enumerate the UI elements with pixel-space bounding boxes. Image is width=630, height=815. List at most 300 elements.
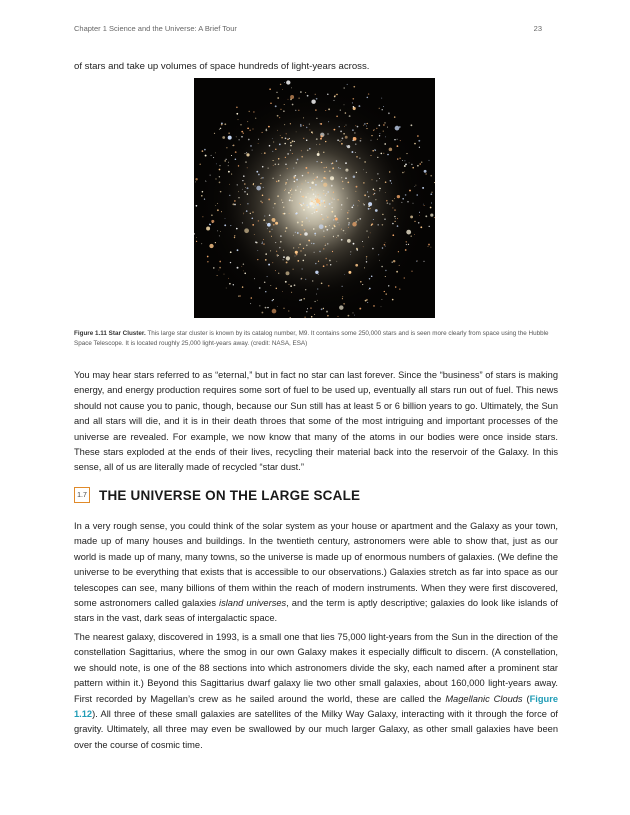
star-dot [277,195,279,197]
star-dot [295,256,296,257]
star-dot [384,122,385,123]
star-dot [354,315,355,316]
star-dot [237,249,239,251]
star-dot [368,208,370,210]
star-dot [348,271,351,274]
star-dot [345,136,348,139]
star-dot [416,185,417,186]
star-dot [281,199,282,200]
star-dot [224,123,226,125]
star-dot [278,273,279,274]
figure-caption [74,329,554,348]
star-dot [240,124,241,125]
star-dot [301,205,303,207]
star-dot [311,131,313,133]
star-dot [392,262,393,263]
star-dot [196,205,198,207]
star-dot [278,158,280,160]
star-dot [293,177,295,179]
star-dot [317,196,318,197]
star-dot [224,160,226,162]
star-dot [287,139,289,141]
star-dot [316,199,320,203]
star-dot [225,218,226,219]
star-dot [283,256,285,258]
star-dot [267,228,268,229]
star-dot [326,167,327,168]
star-dot [285,189,286,190]
star-dot [252,218,254,220]
star-dot [373,305,375,307]
section-number-badge: 1.7 [74,487,90,503]
star-dot [265,259,267,261]
star-dot [253,129,254,130]
star-dot [293,168,294,169]
star-dot [406,244,407,245]
star-dot [394,198,395,199]
star-dot [224,274,225,275]
star-dot [369,288,371,290]
star-dot [287,179,288,180]
star-dot [320,138,322,140]
star-dot [247,127,249,129]
star-dot [428,244,430,246]
star-dot [284,104,285,105]
star-dot [351,206,353,208]
star-dot [348,224,349,225]
star-dot [287,153,289,155]
star-dot [392,234,394,236]
star-dot [360,140,362,142]
star-dot [262,132,263,133]
star-dot [315,203,316,204]
star-dot [245,187,246,188]
star-dot [419,147,420,148]
star-dot [364,161,365,162]
star-dot [321,214,322,215]
star-dot [376,128,377,129]
star-dot [291,189,292,190]
star-dot [288,99,289,100]
star-dot [345,233,346,234]
star-dot [400,140,401,141]
star-dot [289,138,290,139]
star-dot [367,97,369,99]
star-dot [228,162,229,163]
star-dot [325,178,326,179]
star-dot [241,136,243,138]
star-dot [310,205,311,206]
star-dot [323,183,327,187]
star-dot [407,201,408,202]
star-dot [333,236,334,237]
star-dot [392,223,394,225]
star-dot [311,316,313,318]
star-dot [353,98,355,100]
star-dot [226,159,227,160]
star-dot [350,251,351,252]
star-dot [286,133,287,134]
star-dot [346,145,347,146]
star-dot [405,249,407,251]
star-dot [232,203,234,205]
star-dot [242,286,243,287]
star-dot [296,162,297,163]
star-dot [397,158,398,159]
star-dot [373,188,375,190]
star-dot [300,234,302,236]
star-dot [292,140,294,142]
star-dot [215,205,216,206]
star-dot [255,186,256,187]
star-dot [397,139,398,140]
star-dot [378,254,379,255]
star-dot [340,168,341,169]
star-dot [277,256,278,257]
star-dot [258,139,259,140]
star-dot [336,115,338,117]
star-dot [229,184,230,185]
star-dot [318,261,319,262]
star-dot [381,299,382,300]
star-dot [371,135,372,136]
star-dot [327,93,329,95]
star-dot [366,172,367,173]
star-dot [300,91,302,93]
star-dot [306,244,308,246]
star-dot [219,267,221,269]
star-dot [290,190,291,191]
star-dot [405,163,407,165]
star-dot [234,235,235,236]
star-dot [306,205,308,207]
star-dot [346,125,347,126]
emphasis-island-universes: island universes [219,598,287,609]
star-dot [202,216,203,217]
star-dot [368,93,369,94]
star-dot [283,250,284,251]
star-dot [313,173,314,174]
star-dot [342,181,343,182]
star-dot [377,157,378,158]
star-dot [280,235,282,237]
star-dot [367,191,368,192]
star-dot [305,92,306,93]
star-dot [202,191,204,193]
star-dot [265,253,267,255]
star-dot [304,232,308,236]
star-dot [379,108,380,109]
star-dot [347,212,349,214]
star-dot [257,250,258,251]
star-dot [286,271,290,275]
star-dot [367,302,368,303]
star-dot [283,207,284,208]
star-dot [298,222,299,223]
star-dot [291,200,292,201]
star-dot [370,233,371,234]
star-dot [328,121,329,122]
star-dot [302,175,303,176]
star-dot [238,119,239,120]
star-dot [265,307,267,309]
star-dot [252,224,254,226]
star-dot [339,225,340,226]
star-dot [311,182,314,185]
star-dot [195,178,197,180]
star-dot [318,274,319,275]
star-dot [325,244,326,245]
star-dot [392,200,393,201]
star-dot [363,125,364,126]
star-dot [342,286,343,287]
star-dot [305,167,307,169]
star-dot [283,110,285,112]
star-dot [323,200,324,201]
star-dot [308,193,309,194]
star-dot [344,126,345,127]
star-dot [421,161,423,163]
star-dot [234,204,236,206]
star-dot [307,150,309,152]
star-dot [377,173,378,174]
star-dot [354,132,355,133]
star-dot [370,208,371,209]
star-dot [231,174,232,175]
star-dot [356,172,357,173]
star-dot [249,130,250,131]
star-dot [341,209,342,210]
star-dot [414,143,416,145]
figure-1-12-link[interactable]: Figure 1.12 [74,693,558,720]
star-dot [247,194,248,195]
star-dot [423,204,424,205]
star-dot [404,277,406,279]
star-dot [381,306,382,307]
star-dot [300,124,301,125]
star-dot [291,194,292,195]
star-dot [275,270,276,271]
star-dot [348,222,350,224]
star-dot [262,177,263,178]
star-dot [231,155,232,156]
star-dot [321,181,322,182]
star-dot [278,255,279,256]
star-dot [267,276,268,277]
star-dot [419,215,420,216]
star-dot [337,235,339,237]
star-dot [362,284,363,285]
star-dot [328,108,330,110]
star-dot [334,226,336,228]
star-dot [383,131,384,132]
star-dot [401,202,402,203]
star-dot [239,139,240,140]
star-dot [243,271,244,272]
star-dot [387,154,389,156]
star-dot [253,183,254,184]
star-dot [372,179,373,180]
star-dot [294,284,296,286]
star-dot [314,314,315,315]
star-dot [325,245,326,246]
star-dot [251,297,253,299]
star-dot [363,182,364,183]
star-dot [329,203,331,205]
star-dot [269,88,271,90]
paragraph-text: The nearest galaxy, discovered in 1993, is a small one that lies 75,000 light-years from the Sun in the direction of the constellation Sagittarius, where the smog in our own Galaxy makes it especially difficult to discern. (A constellation, we should note, is one of the 88 sections into which astronomers divide the sky, each named after a prominent star pattern within it.) Beyond this Sagittarius dwarf galaxy lie two other small galaxies, about 160,000 light-years away. First recorded by Magellan’s crew as he sailed around the world, these are called the [74,632,558,704]
star-dot [280,109,281,110]
star-dot [248,139,250,141]
star-dot [332,228,334,230]
star-dot [229,195,230,196]
star-dot [359,218,361,220]
star-dot [366,230,367,231]
star-dot [286,80,290,84]
star-dot [355,125,356,126]
star-dot [347,239,351,243]
star-dot [316,144,317,145]
star-dot [282,202,283,203]
star-dot [315,301,316,302]
star-dot [267,307,268,308]
star-dot [311,201,313,203]
star-dot [377,139,378,140]
star-dot [397,145,399,147]
star-dot [304,316,305,317]
star-dot [284,213,286,215]
star-dot [244,273,246,275]
star-dot [217,231,218,232]
star-dot [300,125,301,126]
star-dot [358,105,360,107]
star-dot [384,244,386,246]
star-dot [374,149,375,150]
star-dot [317,288,318,289]
star-dot [295,175,297,177]
star-dot [326,193,327,194]
star-dot [255,118,256,119]
star-dot [236,136,237,137]
star-dot [385,246,386,247]
star-dot [219,182,221,184]
star-dot [394,216,395,217]
star-cluster-photo [194,78,435,318]
star-dot [363,203,364,204]
star-dot [394,139,395,140]
star-dot [383,153,384,154]
star-dot [209,224,210,225]
star-dot [331,202,332,203]
star-dot [300,191,301,192]
star-dot [247,167,248,168]
star-dot [326,229,328,231]
star-dot [411,164,413,166]
star-dot [270,250,271,251]
star-dot [380,153,382,155]
star-dot [311,243,312,244]
star-dot [266,223,267,224]
star-dot [305,254,306,255]
star-dot [314,202,315,203]
star-dot [269,145,271,147]
star-dot [321,308,323,310]
star-dot [385,137,386,138]
star-dot [303,260,305,262]
star-dot [384,291,385,292]
star-dot [321,162,322,163]
star-dot [268,168,269,169]
star-dot [220,231,221,232]
star-dot [247,187,249,189]
star-dot [397,195,400,198]
star-dot [419,163,421,165]
star-dot [291,292,292,293]
star-dot [252,211,253,212]
star-dot [285,182,287,184]
star-dot [295,182,296,183]
star-dot [264,152,266,154]
star-dot [300,250,301,251]
star-dot [234,200,235,201]
star-dot [305,279,306,280]
star-dot [306,217,308,219]
star-dot [341,177,342,178]
star-dot [375,199,376,200]
star-dot [211,214,213,216]
star-dot [205,155,207,157]
star-dot [320,135,322,137]
star-dot [226,147,227,148]
star-dot [254,278,255,279]
star-dot [347,84,348,85]
star-dot [302,269,303,270]
star-dot [371,140,372,141]
star-dot [262,242,263,243]
star-dot [327,315,329,317]
star-dot [298,110,299,111]
star-dot [356,156,357,157]
star-dot [301,196,302,197]
star-dot [263,243,265,245]
star-dot [240,204,241,205]
star-dot [341,229,342,230]
star-dot [375,209,378,212]
star-dot [296,254,298,256]
star-dot [405,194,407,196]
star-dot [402,198,404,200]
star-dot [302,196,304,198]
star-dot [306,311,307,312]
star-dot [371,224,373,226]
star-dot [303,248,304,249]
star-dot [326,207,327,208]
star-dot [323,190,324,191]
star-dot [337,316,338,317]
star-dot [319,197,321,199]
star-dot [322,218,323,219]
star-dot [366,261,367,262]
star-dot [424,170,427,173]
star-dot [392,299,394,301]
star-dot [273,299,274,300]
star-dot [379,178,380,179]
star-dot [326,311,328,313]
star-dot [309,124,310,125]
star-dot [337,139,339,141]
star-dot [290,150,291,151]
star-dot [357,126,359,128]
